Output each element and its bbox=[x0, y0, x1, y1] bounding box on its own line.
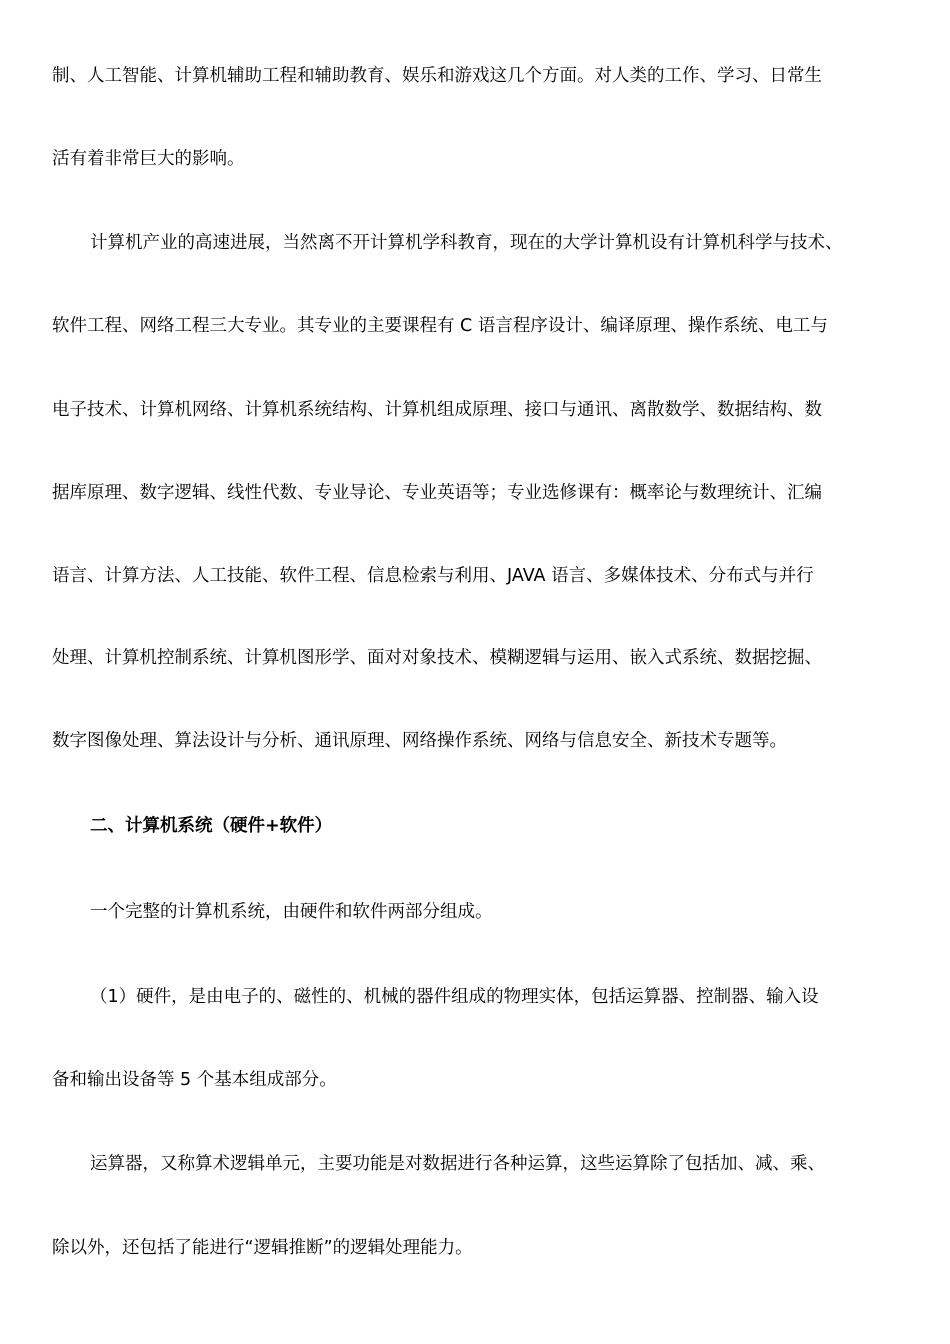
text-line: 制、人工智能、计算机辅助工程和辅助教育、娱乐和游戏这几个方面。对人类的工作、学习、日常生 bbox=[52, 66, 822, 86]
text-line: 除以外，还包括了能进行“逻辑推断”的逻辑处理能力。 bbox=[52, 1238, 473, 1258]
text-line: 据库原理、数字逻辑、线性代数、专业导论、专业英语等；专业选修课有：概率论与数理统计、汇编 bbox=[52, 483, 822, 503]
text-line: （1）硬件，是由电子的、磁性的、机械的器件组成的物理实体，包括运算器、控制器、输入设 bbox=[90, 987, 819, 1007]
text-line: 计算机产业的高速进展，当然离不开计算机学科教育，现在的大学计算机设有计算机科学与技术、 bbox=[90, 233, 843, 253]
text-line: 处理、计算机控制系统、计算机图形学、面对对象技术、模糊逻辑与运用、嵌入式系统、数据挖掘、 bbox=[52, 648, 822, 668]
text-line: 软件工程、网络工程三大专业。其专业的主要课程有 C 语言程序设计、编译原理、操作系统、电工与 bbox=[52, 316, 828, 336]
text-line: 活有着非常巨大的影响。 bbox=[52, 149, 245, 169]
text-line: 一个完整的计算机系统，由硬件和软件两部分组成。 bbox=[90, 902, 493, 922]
text-line: 备和输出设备等 5 个基本组成部分。 bbox=[52, 1070, 337, 1090]
text-line: 电子技术、计算机网络、计算机系统结构、计算机组成原理、接口与通讯、离散数学、数据结构、数 bbox=[52, 400, 822, 420]
text-line: 语言、计算方法、人工技能、软件工程、信息检索与利用、JAVA 语言、多媒体技术、分布式与并行 bbox=[52, 566, 814, 586]
text-line: 运算器，又称算术逻辑单元，主要功能是对数据进行各种运算，这些运算除了包括加、减、乘、 bbox=[90, 1154, 825, 1174]
text-line: 数字图像处理、算法设计与分析、通讯原理、网络操作系统、网络与信息安全、新技术专题等。 bbox=[52, 731, 787, 751]
section-heading: 二、计算机系统（硬件+软件） bbox=[90, 816, 333, 836]
